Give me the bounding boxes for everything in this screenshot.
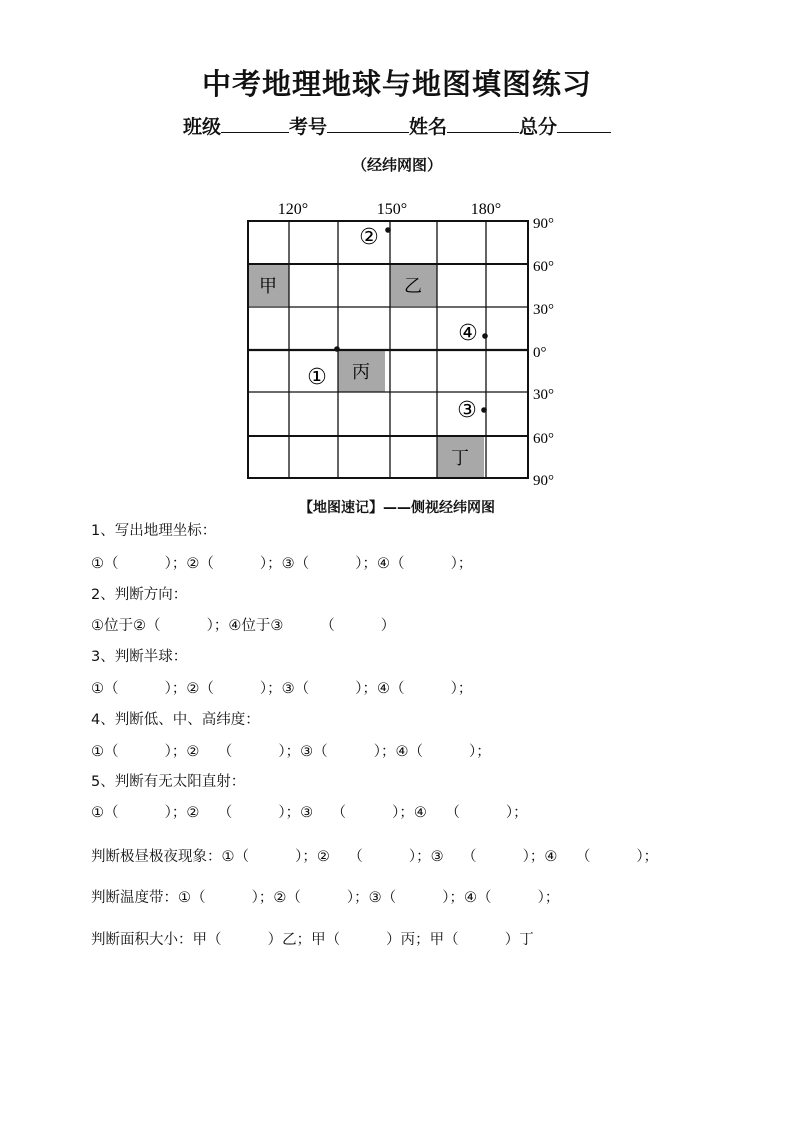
lat-label-30s: 30° (533, 387, 554, 403)
region-yi-label: 乙 (404, 276, 422, 297)
question-3-label: 3、判断半球： (91, 649, 188, 665)
student-info-line (0, 112, 794, 139)
question-2-label: 2、判断方向： (91, 587, 188, 603)
question-3-answer[interactable]: ①（ ）；②（ ）；③（ ）；④（ ）； (91, 681, 473, 697)
lat-label-90s: 90° (533, 473, 554, 488)
question-1-answer[interactable]: ①（ ）；②（ ）；③（ ）；④（ ）； (91, 556, 473, 572)
question-1-label: 1、写出地理坐标： (91, 523, 217, 539)
score-field[interactable] (557, 114, 611, 133)
point-3-label: ③ (457, 398, 477, 423)
polar-day-night-question[interactable]: 判断极昼极夜现象：①（ ）；② （ ）；③ （ ）；④ （ ）； (91, 849, 659, 865)
temperature-zone-question[interactable]: 判断温度带：①（ ）；②（ ）；③（ ）；④（ ）； (91, 890, 560, 906)
lon-label-120: 120° (277, 201, 309, 218)
region-jia-label: 甲 (259, 276, 277, 297)
point-2-label: ② (359, 225, 379, 250)
region-bing-label: 丙 (352, 362, 370, 383)
point-1-dot (334, 346, 340, 352)
point-3-dot (481, 407, 487, 413)
map-caption: 【地图速记】——侧视经纬网图 (299, 500, 495, 516)
lat-label-0: 0° (533, 345, 547, 361)
question-5-label: 5、判断有无太阳直射： (91, 774, 246, 790)
lat-label-30n: 30° (533, 302, 554, 318)
point-2-dot (385, 227, 391, 233)
graticule-map (240, 192, 570, 488)
question-5-answer[interactable]: ①（ ）；② （ ）；③ （ ）；④ （ ）； (91, 805, 528, 821)
question-4-label: 4、判断低、中、高纬度： (91, 712, 260, 728)
lat-label-60s: 60° (533, 431, 554, 447)
region-ding-label: 丁 (451, 448, 469, 469)
class-field[interactable] (221, 114, 289, 133)
point-4-label: ④ (458, 321, 478, 346)
lat-label-90n: 90° (533, 216, 554, 232)
point-1-label: ① (307, 365, 327, 390)
question-4-answer[interactable]: ①（ ）；② （ ）；③（ ）；④（ ）； (91, 744, 491, 760)
latitude-labels (533, 216, 554, 488)
lon-label-180: 180° (470, 201, 502, 218)
class-label: 班级 (182, 116, 221, 138)
exam-no-field[interactable] (327, 114, 409, 133)
page-title: 中考地理地球与地图填图练习 (201, 67, 592, 101)
map-subtitle: （经纬网图） (351, 156, 442, 174)
score-label: 总分 (519, 116, 558, 138)
point-markers (307, 225, 488, 423)
lat-label-60n: 60° (533, 259, 554, 275)
exam-no-label: 考号 (288, 116, 327, 138)
lon-label-150: 150° (376, 201, 408, 218)
point-4-dot (482, 333, 488, 339)
name-field[interactable] (447, 114, 519, 133)
question-2-answer[interactable]: ①位于②（ ）；④位于③ （ ） (91, 618, 396, 634)
area-compare-question[interactable]: 判断面积大小：甲（ ）乙；甲（ ）丙；甲（ ）丁 (91, 932, 534, 948)
name-label: 姓名 (409, 116, 448, 138)
